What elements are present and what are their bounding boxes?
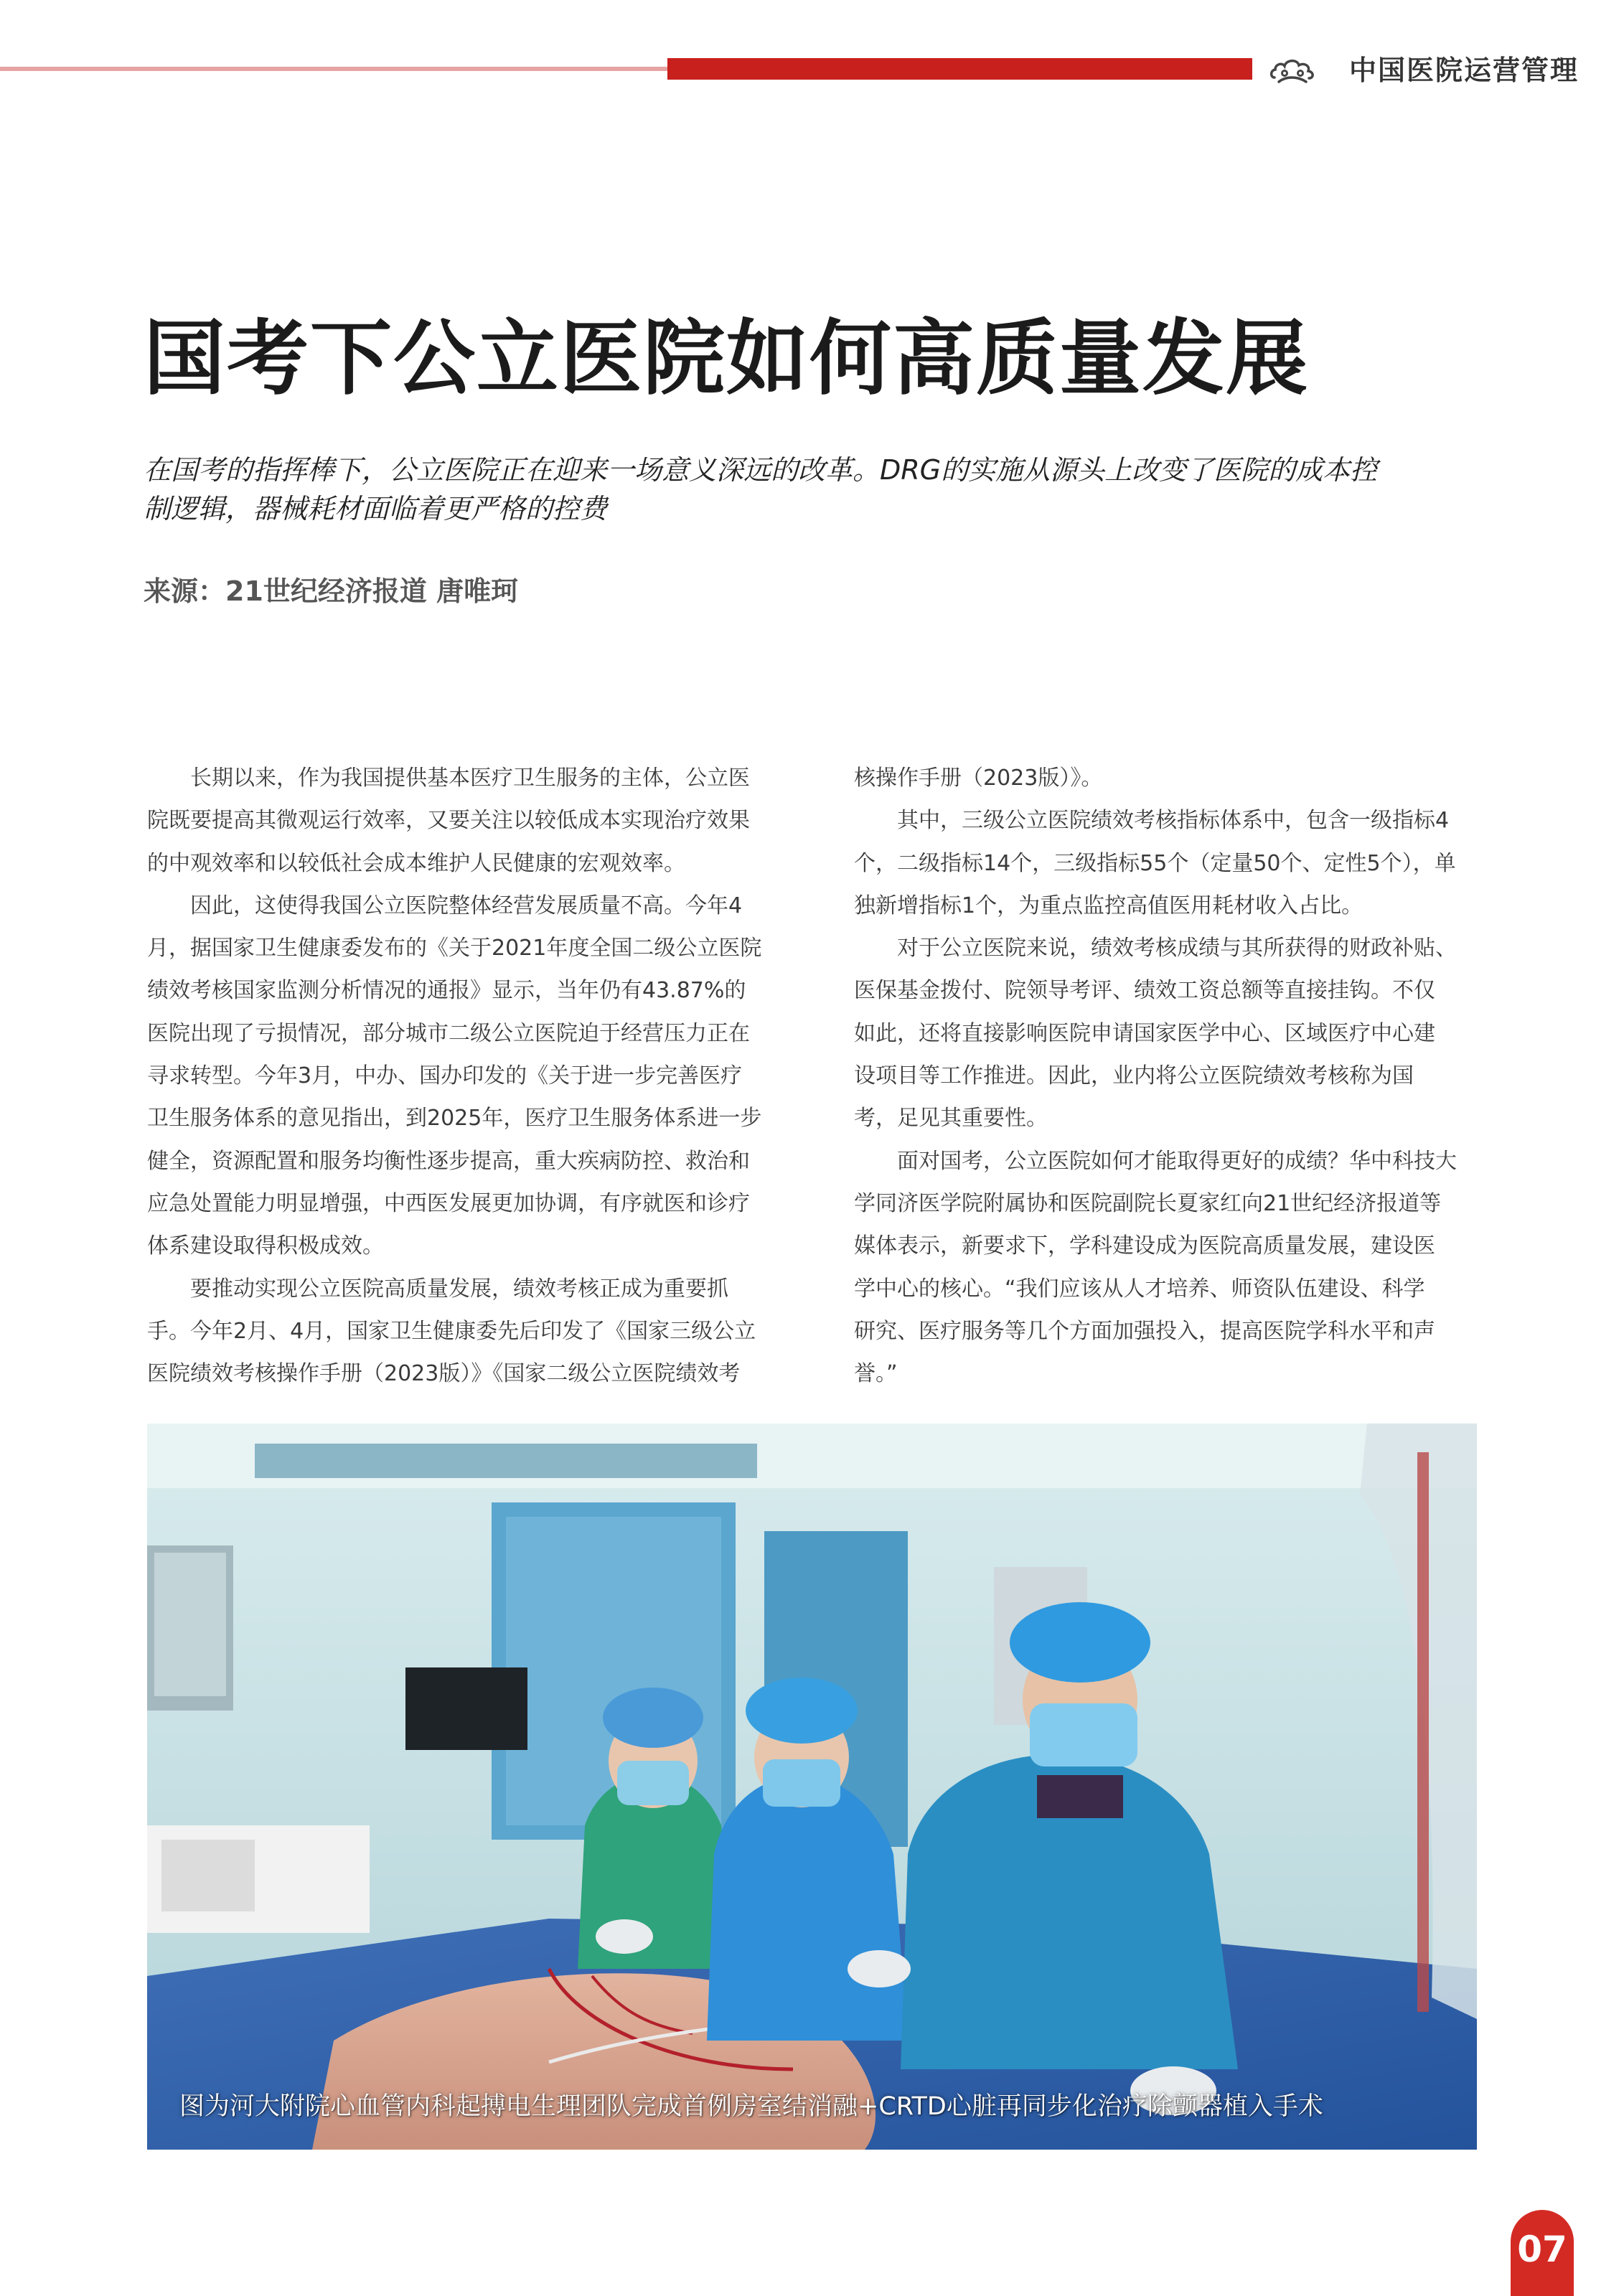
body-line: 医院出现了亏损情况，部分城市二级公立医院迫于经营压力正在	[147, 1020, 750, 1046]
body-line: 医院绩效考核操作手册（2023版）》《国家二级公立医院绩效考	[147, 1361, 741, 1387]
body-line: 医保基金拨付、院领导考评、绩效工资总额等直接挂钩。不仅	[854, 978, 1435, 1004]
body-line: 学中心的核心。“我们应该从人才培养、师资队伍建设、科学	[854, 1276, 1425, 1302]
body-line: 誉。”	[854, 1361, 898, 1387]
body-column-left	[147, 757, 782, 1395]
lead-line: 在国考的指挥棒下，公立医院正在迎来一场意义深远的改革。DRG的实施从源头上改变了医院的成本控	[144, 454, 1378, 486]
article-lead	[144, 451, 1435, 528]
body-line: 应急处置能力明显增强，中西医发展更加协调，有序就医和诊疗	[147, 1190, 750, 1216]
magazine-name: 中国医院运营管理	[1349, 55, 1580, 86]
body-column-right	[854, 757, 1489, 1395]
body-line: 如此，还将直接影响医院申请国家医学中心、区域医疗中心建	[854, 1020, 1435, 1046]
body-line: 个，二级指标14个，三级指标55个（定量50个、定性5个），单	[854, 850, 1456, 876]
page-number: 07	[1511, 2210, 1574, 2296]
lead-line: 制逻辑，器械耗材面临着更严格的控费	[144, 493, 608, 524]
body-line: 卫生服务体系的意见指出，到2025年，医疗卫生服务体系进一步	[147, 1106, 762, 1131]
article-title: 国考下公立医院如何高质量发展	[144, 311, 1310, 406]
body-line: 长期以来，作为我国提供基本医疗卫生服务的主体，公立医	[147, 766, 750, 791]
surgery-photo	[147, 1424, 1477, 2150]
body-line: 寻求转型。今年3月，中办、国办印发的《关于进一步完善医疗	[147, 1063, 743, 1089]
body-line: 对于公立医院来说，绩效考核成绩与其所获得的财政补贴、	[854, 936, 1457, 961]
surgery-photo-illustration	[147, 1424, 1477, 2150]
body-line: 其中，三级公立医院绩效考核指标体系中，包含一级指标4	[854, 808, 1450, 834]
body-line: 设项目等工作推进。因此，业内将公立医院绩效考核称为国	[854, 1063, 1414, 1089]
photo-caption: 图为河大附院心血管内科起搏电生理团队完成首例房室结消融+CRTD心脏再同步化治疗除颤器植入手术	[179, 2092, 1323, 2121]
body-line: 体系建设取得积极成效。	[147, 1233, 384, 1259]
body-line: 因此，这使得我国公立医院整体经营发展质量不高。今年4	[147, 893, 743, 918]
body-line: 学同济医学院附属协和医院副院长夏家红向21世纪经济报道等	[854, 1190, 1442, 1216]
header-rule-accent	[667, 58, 1252, 80]
body-line: 核操作手册（2023版）》。	[854, 766, 1103, 791]
body-line: 院既要提高其微观运行效率，又要关注以较低成本实现治疗效果	[147, 808, 750, 834]
body-line: 独新增指标1个，为重点监控高值医用耗材收入占比。	[854, 893, 1363, 918]
body-line: 手。今年2月、4月，国家卫生健康委先后印发了《国家三级公立	[147, 1318, 756, 1344]
body-line: 绩效考核国家监测分析情况的通报》显示，当年仍有43.87%的	[147, 978, 746, 1004]
cloud-ribbon-logo-icon	[1269, 56, 1316, 86]
body-line: 月，据国家卫生健康委发布的《关于2021年度全国二级公立医院	[147, 936, 762, 961]
body-line: 考，足见其重要性。	[854, 1106, 1048, 1131]
body-line: 面对国考，公立医院如何才能取得更好的成绩？华中科技大	[854, 1148, 1457, 1174]
body-line: 的中观效率和以较低社会成本维护人民健康的宏观效率。	[147, 850, 685, 876]
body-line: 媒体表示，新要求下，学科建设成为医院高质量发展，建设医	[854, 1233, 1435, 1259]
body-line: 要推动实现公立医院高质量发展，绩效考核正成为重要抓	[147, 1276, 728, 1302]
body-line: 健全，资源配置和服务均衡性逐步提高，重大疾病防控、救治和	[147, 1148, 750, 1174]
body-line: 研究、医疗服务等几个方面加强投入，提高医院学科水平和声	[854, 1318, 1435, 1344]
article-source: 来源：21世纪经济报道 唐唯珂	[144, 575, 519, 607]
header-rule-thin	[0, 67, 667, 71]
